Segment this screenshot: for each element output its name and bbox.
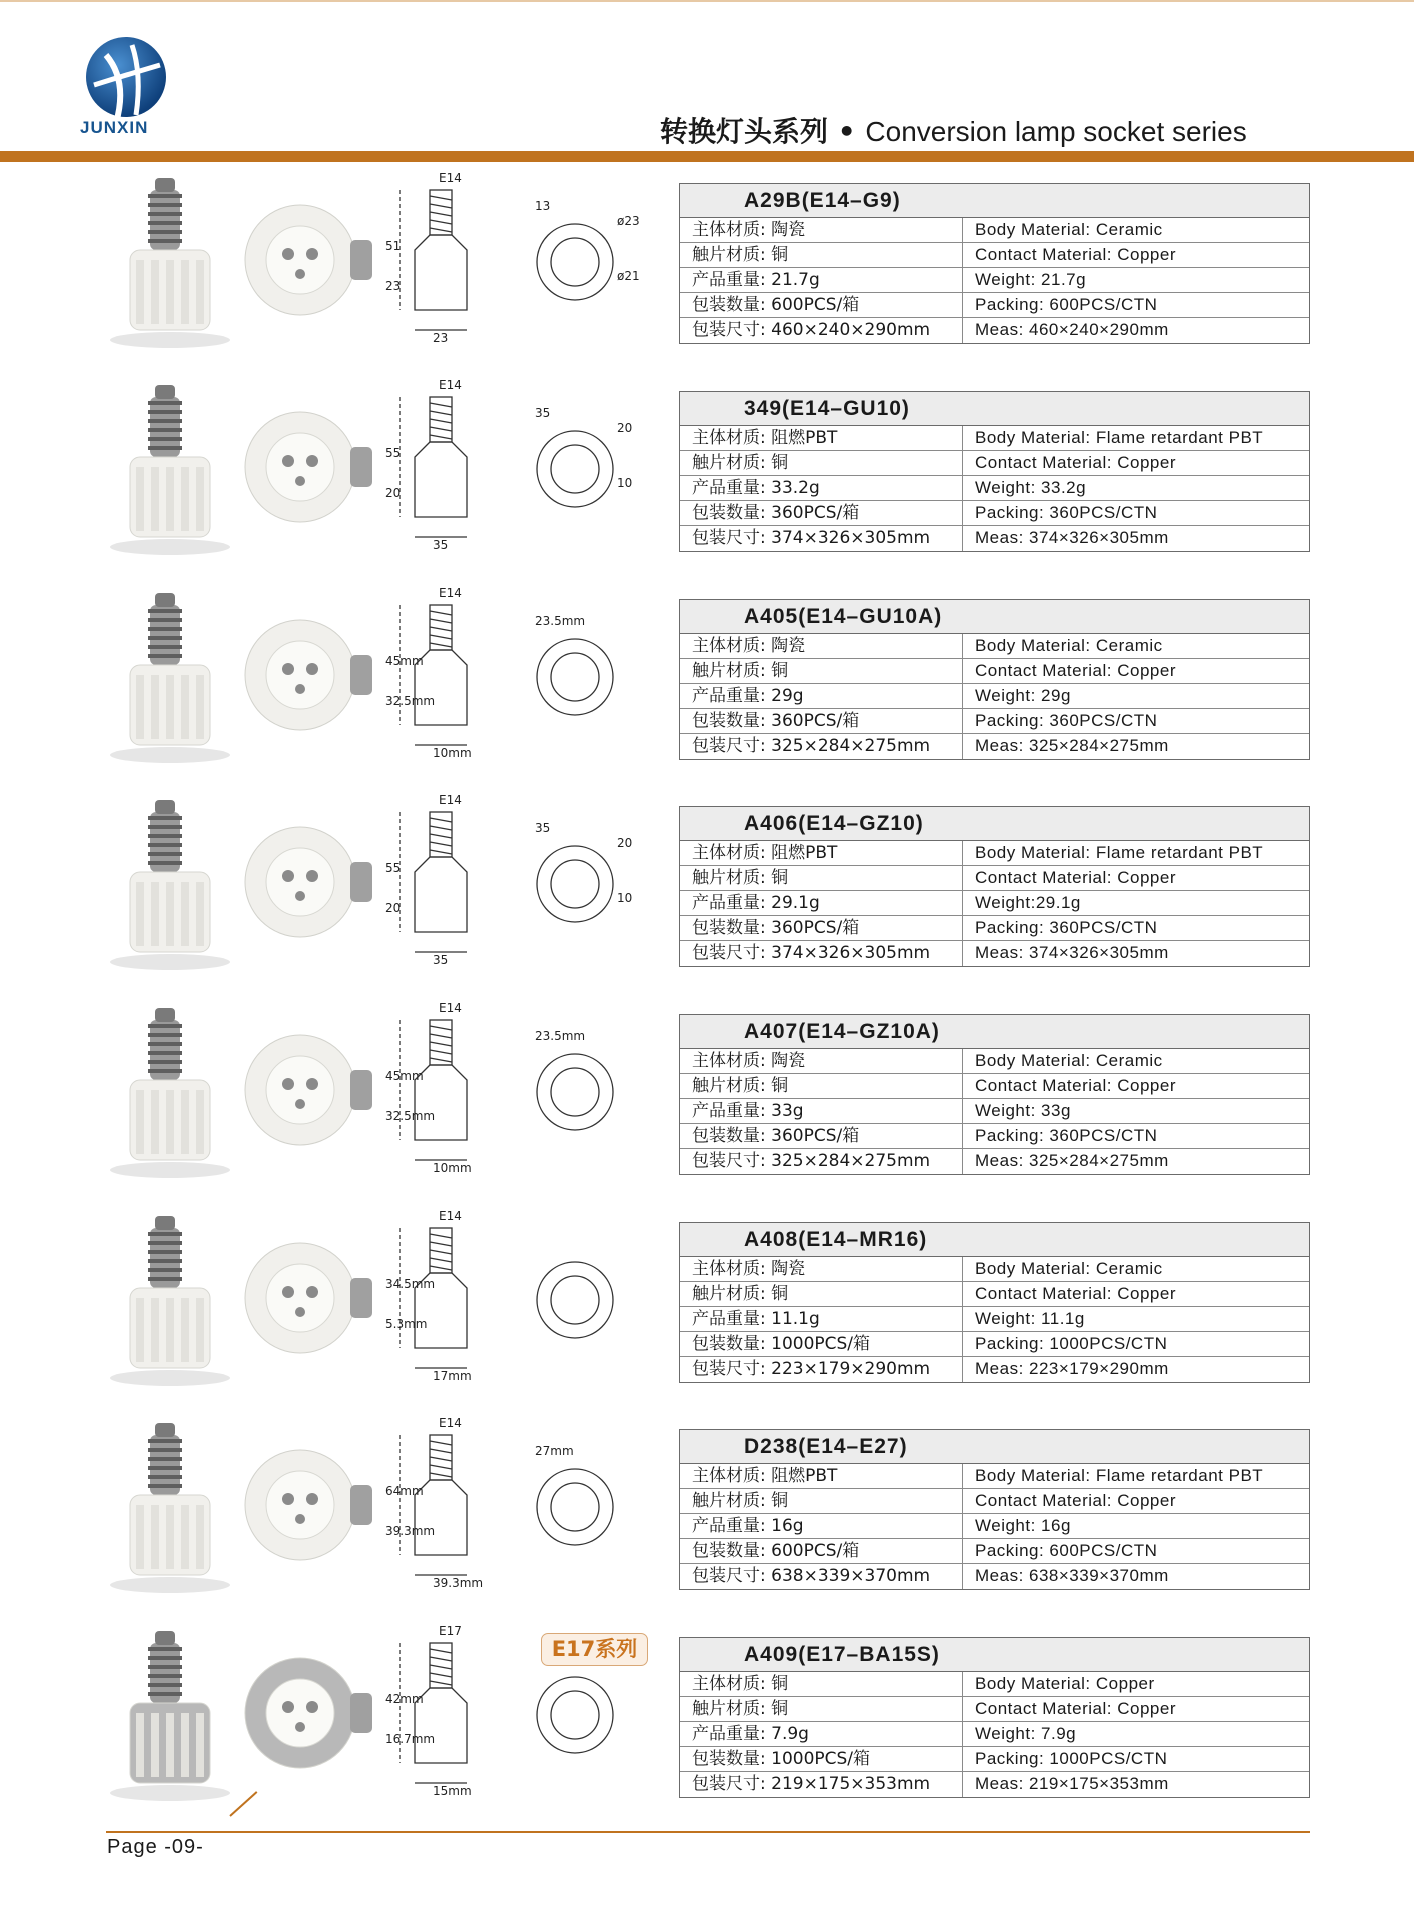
spec-en-cell: Weight: 16g — [975, 1516, 1071, 1535]
drawing-label: 39.3mm — [433, 1576, 484, 1590]
product-photo — [100, 170, 380, 350]
spec-row — [680, 1564, 1309, 1589]
drawing-label: 13 — [535, 199, 551, 213]
drawing-label: 35 — [535, 821, 551, 835]
spec-en-cell: Body Material: Flame retardant PBT — [975, 1466, 1264, 1485]
drawing-label: 23 — [385, 279, 401, 293]
spec-en-cell: Meas: 219×175×353mm — [975, 1774, 1169, 1793]
spec-row — [680, 318, 1309, 343]
spec-en-cell: Contact Material: Copper — [975, 868, 1176, 887]
technical-drawing — [385, 585, 650, 765]
spec-en-cell: Meas: 325×284×275mm — [975, 736, 1169, 755]
spec-row — [680, 1332, 1309, 1357]
spec-en-cell: Weight:29.1g — [975, 893, 1081, 912]
spec-en-cell: Weight: 11.1g — [975, 1309, 1085, 1328]
drawing-label: 17mm — [433, 1369, 472, 1383]
spec-en-cell: Packing: 360PCS/CTN — [975, 503, 1158, 522]
drawing-label: 10mm — [433, 746, 472, 760]
spec-cn-cell: 产品重量: 29g — [680, 684, 963, 708]
spec-cn-cell: 包装尺寸: 638×339×370mm — [680, 1564, 963, 1589]
spec-table — [679, 1222, 1310, 1383]
spec-cn-cell: 主体材质: 陶瓷 — [680, 218, 963, 242]
drawing-label: 39.3mm — [385, 1524, 436, 1538]
spec-en-cell: Packing: 360PCS/CTN — [975, 1126, 1158, 1145]
spec-row — [680, 218, 1309, 243]
spec-cn-cell: 主体材质: 陶瓷 — [680, 1049, 963, 1073]
technical-drawing — [385, 792, 650, 972]
drawing-label: E14 — [439, 171, 462, 185]
spec-cn-cell: 主体材质: 阻燃PBT — [680, 841, 963, 865]
spec-row — [680, 916, 1309, 941]
spec-en-cell: Meas: 374×326×305mm — [975, 528, 1169, 547]
drawing-label: E14 — [439, 378, 462, 392]
product-photo — [100, 1415, 380, 1595]
spec-row — [680, 268, 1309, 293]
technical-drawing — [385, 1415, 650, 1595]
spec-row — [680, 891, 1309, 916]
spec-cn-cell: 包装尺寸: 374×326×305mm — [680, 941, 963, 966]
spec-cn-cell: 触片材质: 铜 — [680, 451, 963, 475]
spec-row — [680, 501, 1309, 526]
header-bar — [0, 151, 1414, 162]
spec-cn-cell: 包装数量: 360PCS/箱 — [680, 1124, 963, 1148]
drawing-label: 45mm — [385, 1069, 424, 1083]
drawing-label: ø23 — [617, 214, 640, 228]
drawing-label: 32.5mm — [385, 694, 436, 708]
drawing-label: E14 — [439, 1416, 462, 1430]
spec-cn-cell: 主体材质: 阻燃PBT — [680, 426, 963, 450]
spec-en-cell: Contact Material: Copper — [975, 453, 1176, 472]
spec-row — [680, 634, 1309, 659]
spec-en-cell: Body Material: Ceramic — [975, 636, 1163, 655]
spec-cn-cell: 包装数量: 1000PCS/箱 — [680, 1747, 963, 1771]
spec-cn-cell: 包装数量: 1000PCS/箱 — [680, 1332, 963, 1356]
spec-en-cell: Packing: 600PCS/CTN — [975, 295, 1158, 314]
spec-row — [680, 734, 1309, 759]
spec-en-cell: Weight: 7.9g — [975, 1724, 1077, 1743]
spec-row — [680, 243, 1309, 268]
spec-row — [680, 941, 1309, 966]
spec-en-cell: Weight: 21.7g — [975, 270, 1087, 289]
spec-cn-cell: 触片材质: 铜 — [680, 1697, 963, 1721]
drawing-label: 27mm — [535, 1444, 574, 1458]
spec-en-cell: Contact Material: Copper — [975, 245, 1176, 264]
spec-row — [680, 709, 1309, 734]
spec-cn-cell: 触片材质: 铜 — [680, 1074, 963, 1098]
spec-en-cell: Weight: 29g — [975, 686, 1071, 705]
spec-row — [680, 841, 1309, 866]
drawing-label: 55 — [385, 446, 401, 460]
spec-cn-cell: 包装数量: 600PCS/箱 — [680, 293, 963, 317]
spec-cn-cell: 产品重量: 21.7g — [680, 268, 963, 292]
drawing-label: E14 — [439, 1209, 462, 1223]
drawing-label: 34.5mm — [385, 1277, 436, 1291]
spec-en-cell: Packing: 360PCS/CTN — [975, 711, 1158, 730]
technical-drawing — [385, 1208, 650, 1388]
title-en: Conversion lamp socket series — [865, 116, 1247, 147]
spec-en-cell: Packing: 1000PCS/CTN — [975, 1749, 1168, 1768]
spec-cn-cell: 触片材质: 铜 — [680, 659, 963, 683]
series-badge: E17系列 — [541, 1633, 648, 1666]
spec-cn-cell: 包装尺寸: 325×284×275mm — [680, 734, 963, 759]
drawing-label: E14 — [439, 1001, 462, 1015]
spec-row — [680, 426, 1309, 451]
spec-en-cell: Body Material: Flame retardant PBT — [975, 843, 1264, 862]
spec-row — [680, 1357, 1309, 1382]
technical-drawing — [385, 170, 650, 350]
product-photo — [100, 1208, 380, 1388]
spec-row — [680, 476, 1309, 501]
spec-en-cell: Contact Material: Copper — [975, 1284, 1176, 1303]
spec-row — [680, 1149, 1309, 1174]
spec-row — [680, 293, 1309, 318]
spec-cn-cell: 产品重量: 7.9g — [680, 1722, 963, 1746]
spec-en-cell: Meas: 223×179×290mm — [975, 1359, 1169, 1378]
product-photo — [100, 585, 380, 765]
spec-row — [680, 1099, 1309, 1124]
spec-en-cell: Body Material: Ceramic — [975, 220, 1163, 239]
spec-row — [680, 1672, 1309, 1697]
spec-en-cell: Body Material: Copper — [975, 1674, 1155, 1693]
spec-en-cell: Body Material: Ceramic — [975, 1259, 1163, 1278]
spec-row — [680, 1049, 1309, 1074]
spec-cn-cell: 包装尺寸: 325×284×275mm — [680, 1149, 963, 1174]
spec-cn-cell: 包装数量: 360PCS/箱 — [680, 501, 963, 525]
drawing-label: 5.3mm — [385, 1317, 428, 1331]
spec-row — [680, 1074, 1309, 1099]
spec-row — [680, 1747, 1309, 1772]
spec-row — [680, 1722, 1309, 1747]
drawing-label: 55 — [385, 861, 401, 875]
spec-cn-cell: 主体材质: 铜 — [680, 1672, 963, 1696]
spec-en-cell: Packing: 360PCS/CTN — [975, 918, 1158, 937]
spec-title: A409(E17–BA15S) — [680, 1638, 1309, 1672]
spec-table — [679, 1637, 1310, 1798]
spec-title: D238(E14–E27) — [680, 1430, 1309, 1464]
page-title — [660, 110, 1247, 150]
spec-row — [680, 1257, 1309, 1282]
spec-table — [679, 806, 1310, 967]
drawing-label: 10 — [617, 476, 633, 490]
spec-row — [680, 1514, 1309, 1539]
page-number: Page -09- — [107, 1836, 204, 1858]
product-photo — [100, 377, 380, 557]
spec-en-cell: Body Material: Ceramic — [975, 1051, 1163, 1070]
spec-en-cell: Meas: 325×284×275mm — [975, 1151, 1169, 1170]
spec-row — [680, 451, 1309, 476]
spec-table — [679, 599, 1310, 760]
drawing-label: 42mm — [385, 1692, 424, 1706]
spec-en-cell: Contact Material: Copper — [975, 661, 1176, 680]
footer-line — [106, 1831, 1310, 1833]
spec-cn-cell: 包装尺寸: 223×179×290mm — [680, 1357, 963, 1382]
spec-row — [680, 1307, 1309, 1332]
drawing-label: 23.5mm — [535, 1029, 586, 1043]
spec-cn-cell: 主体材质: 陶瓷 — [680, 1257, 963, 1281]
spec-table — [679, 1014, 1310, 1175]
spec-cn-cell: 主体材质: 陶瓷 — [680, 634, 963, 658]
spec-cn-cell: 包装尺寸: 374×326×305mm — [680, 526, 963, 551]
spec-en-cell: Body Material: Flame retardant PBT — [975, 428, 1264, 447]
drawing-label: 23 — [433, 331, 449, 345]
spec-title: A407(E14–GZ10A) — [680, 1015, 1309, 1049]
brand-name: JUNXIN — [80, 118, 149, 137]
drawing-label: 20 — [617, 421, 633, 435]
spec-row — [680, 866, 1309, 891]
spec-cn-cell: 产品重量: 11.1g — [680, 1307, 963, 1331]
drawing-label: ø21 — [617, 269, 640, 283]
product-photo — [100, 1000, 380, 1180]
drawing-label: 20 — [385, 486, 401, 500]
spec-cn-cell: 包装数量: 360PCS/箱 — [680, 916, 963, 940]
spec-en-cell: Weight: 33.2g — [975, 478, 1087, 497]
spec-cn-cell: 包装数量: 600PCS/箱 — [680, 1539, 963, 1563]
drawing-label: 20 — [385, 901, 401, 915]
spec-en-cell: Contact Material: Copper — [975, 1491, 1176, 1510]
spec-row — [680, 1489, 1309, 1514]
spec-table — [679, 183, 1310, 344]
drawing-label: 10 — [617, 891, 633, 905]
spec-en-cell: Contact Material: Copper — [975, 1076, 1176, 1095]
spec-row — [680, 526, 1309, 551]
drawing-label: 45mm — [385, 654, 424, 668]
title-cn: 转换灯头系列 — [660, 115, 829, 148]
spec-en-cell: Weight: 33g — [975, 1101, 1071, 1120]
drawing-label: 16.7mm — [385, 1732, 436, 1746]
spec-en-cell: Contact Material: Copper — [975, 1699, 1176, 1718]
drawing-label: 35 — [433, 953, 449, 967]
spec-title: 349(E14–GU10) — [680, 392, 1309, 426]
drawing-label: 35 — [535, 406, 551, 420]
technical-drawing — [385, 1000, 650, 1180]
spec-cn-cell: 产品重量: 33g — [680, 1099, 963, 1123]
spec-row — [680, 1124, 1309, 1149]
product-photo — [100, 792, 380, 972]
spec-en-cell: Packing: 600PCS/CTN — [975, 1541, 1158, 1560]
spec-row — [680, 1772, 1309, 1797]
spec-table — [679, 1429, 1310, 1590]
drawing-label: 64mm — [385, 1484, 424, 1498]
drawing-label: E17 — [439, 1624, 462, 1638]
spec-row — [680, 659, 1309, 684]
product-photo — [100, 1623, 380, 1803]
spec-title: A29B(E14–G9) — [680, 184, 1309, 218]
spec-cn-cell: 触片材质: 铜 — [680, 243, 963, 267]
spec-cn-cell: 触片材质: 铜 — [680, 866, 963, 890]
spec-row — [680, 1464, 1309, 1489]
spec-row — [680, 1539, 1309, 1564]
spec-cn-cell: 产品重量: 29.1g — [680, 891, 963, 915]
spec-table — [679, 391, 1310, 552]
spec-en-cell: Packing: 1000PCS/CTN — [975, 1334, 1168, 1353]
top-border — [0, 0, 1414, 2]
spec-cn-cell: 包装尺寸: 219×175×353mm — [680, 1772, 963, 1797]
drawing-label: 20 — [617, 836, 633, 850]
drawing-label: 10mm — [433, 1161, 472, 1175]
spec-cn-cell: 产品重量: 16g — [680, 1514, 963, 1538]
spec-row — [680, 684, 1309, 709]
spec-row — [680, 1697, 1309, 1722]
drawing-label: E14 — [439, 793, 462, 807]
spec-en-cell: Meas: 374×326×305mm — [975, 943, 1169, 962]
spec-cn-cell: 主体材质: 阻燃PBT — [680, 1464, 963, 1488]
drawing-label: E14 — [439, 586, 462, 600]
spec-cn-cell: 包装数量: 360PCS/箱 — [680, 709, 963, 733]
spec-title: A406(E14–GZ10) — [680, 807, 1309, 841]
spec-cn-cell: 产品重量: 33.2g — [680, 476, 963, 500]
spec-en-cell: Meas: 638×339×370mm — [975, 1566, 1169, 1585]
spec-en-cell: Meas: 460×240×290mm — [975, 320, 1169, 339]
drawing-label: 32.5mm — [385, 1109, 436, 1123]
spec-title: A405(E14–GU10A) — [680, 600, 1309, 634]
drawing-label: 15mm — [433, 1784, 472, 1798]
title-separator: • — [837, 115, 856, 148]
spec-cn-cell: 触片材质: 铜 — [680, 1489, 963, 1513]
spec-cn-cell: 包装尺寸: 460×240×290mm — [680, 318, 963, 343]
spec-title: A408(E14–MR16) — [680, 1223, 1309, 1257]
spec-row — [680, 1282, 1309, 1307]
technical-drawing — [385, 377, 650, 557]
drawing-label: 35 — [433, 538, 449, 552]
drawing-label: 23.5mm — [535, 614, 586, 628]
drawing-label: 51 — [385, 239, 401, 253]
spec-cn-cell: 触片材质: 铜 — [680, 1282, 963, 1306]
